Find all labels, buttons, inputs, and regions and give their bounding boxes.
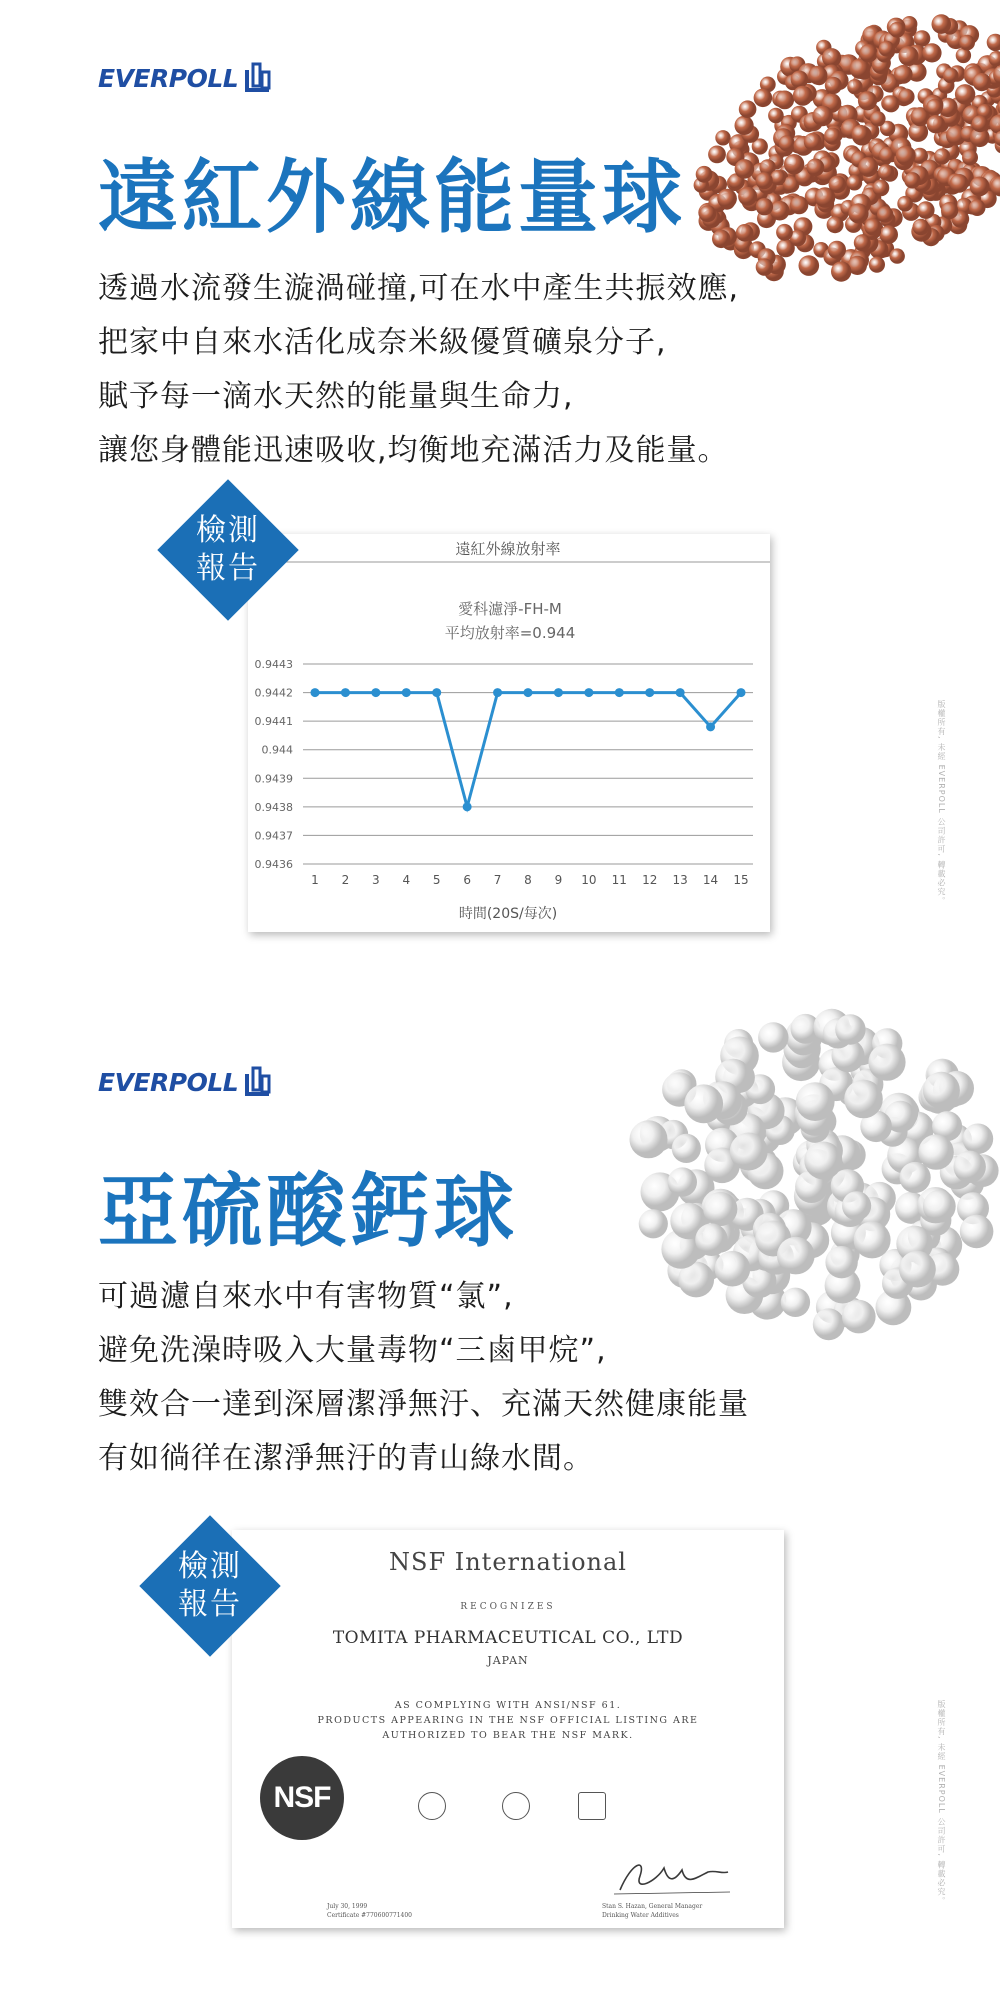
bead (770, 201, 790, 221)
bead (960, 1215, 994, 1249)
x-tick-label: 9 (554, 873, 563, 887)
bead (882, 95, 899, 112)
x-tick-label: 4 (402, 873, 411, 887)
copyright-note: 版權所有, 未經 EVERPOLL 公司許可, 轉載必究。 (937, 700, 946, 906)
bead (969, 199, 986, 216)
certificate-date-block (327, 1902, 412, 1920)
bead (735, 159, 755, 179)
bead (879, 41, 895, 57)
nsf-logo-text: NSF (273, 1781, 331, 1814)
bead (779, 135, 795, 151)
statement-line: AS COMPLYING WITH ANSI/NSF 61. (394, 1700, 622, 1711)
bead (784, 154, 804, 174)
badge-label: 檢測 (196, 513, 260, 548)
chart-header: 遠紅外線放射率 (455, 540, 561, 558)
bead (828, 241, 846, 259)
bead (831, 261, 851, 281)
certificate-country: JAPAN (487, 1654, 529, 1667)
certificate-number: Certificate #770600771400 (327, 1912, 412, 1919)
x-tick-label: 15 (733, 873, 749, 887)
certification-seal-icon (502, 1792, 530, 1820)
bead (987, 34, 1000, 51)
x-axis-label: 時間(20S/每次) (458, 906, 558, 922)
badge-label: 報告 (196, 551, 260, 586)
certificate-org: NSF International (389, 1548, 627, 1576)
x-tick-label: 2 (341, 873, 350, 887)
bead (873, 180, 890, 197)
bead (963, 1124, 994, 1155)
bead (854, 1221, 891, 1258)
y-tick-label: 0.9441 (254, 715, 293, 729)
bead (815, 187, 836, 208)
bead (848, 203, 868, 223)
test-report-badge (158, 480, 298, 620)
certification-seal-icon (418, 1792, 446, 1820)
product-description (98, 262, 739, 478)
bead (756, 172, 773, 189)
description-line: 避免洗澡時吸入大量毒物“三鹵甲烷”, (98, 1333, 607, 1368)
data-point (402, 688, 411, 697)
bead (852, 125, 870, 143)
faucet-icon (242, 62, 272, 94)
x-tick-label: 1 (311, 873, 319, 887)
bead (955, 84, 975, 104)
statement-line: AUTHORIZED TO BEAR THE NSF MARK. (382, 1730, 634, 1741)
data-point (371, 688, 380, 697)
bead (897, 196, 913, 212)
bead (900, 1162, 931, 1193)
bead (804, 1142, 842, 1180)
data-point (463, 802, 472, 811)
bead (696, 166, 713, 183)
bead (842, 1191, 871, 1220)
logo-wordmark: EVERPOLL (98, 1067, 239, 1097)
certificate-signer-block (602, 1902, 702, 1920)
x-tick-label: 14 (702, 873, 719, 887)
bead (932, 14, 952, 34)
bead (822, 48, 841, 67)
bead (775, 91, 794, 110)
badge-label: 報告 (178, 1587, 242, 1622)
bead (943, 68, 959, 84)
bead (793, 86, 813, 106)
bead (739, 100, 757, 118)
emissivity-line-chart (248, 534, 770, 932)
data-point (432, 688, 441, 697)
bead (804, 133, 822, 151)
y-tick-label: 0.9442 (254, 686, 293, 700)
data-point (311, 688, 320, 697)
bead (712, 230, 730, 248)
bead (941, 202, 958, 219)
product-description (98, 1270, 749, 1486)
signature-image (612, 1852, 732, 1898)
bead (922, 43, 941, 62)
everpoll-logo (98, 1066, 272, 1098)
bead (781, 1288, 810, 1317)
bead (972, 115, 989, 132)
bead (735, 116, 754, 135)
bead (923, 1072, 960, 1109)
bead (973, 73, 991, 91)
y-tick-label: 0.9437 (254, 829, 293, 843)
x-tick-label: 13 (672, 873, 688, 887)
data-point (676, 688, 685, 697)
y-tick-label: 0.9438 (254, 800, 293, 814)
copyright-note: 版權所有, 未經 EVERPOLL 公司許可, 轉載必究。 (937, 1700, 946, 1906)
test-report-badge (140, 1516, 280, 1656)
data-point (615, 688, 624, 697)
bead (913, 219, 930, 236)
description-line: 把家中自來水活化成奈米級優質礦泉分子, (98, 325, 667, 360)
bead (950, 174, 969, 193)
faucet-icon (242, 1066, 272, 1098)
bead (639, 1209, 668, 1238)
certificate-company: TOMITA PHARMACEUTICAL CO., LTD (332, 1628, 684, 1648)
bead (754, 89, 773, 108)
bead (854, 234, 871, 251)
bead (959, 35, 975, 51)
bead (868, 1044, 905, 1081)
bead (791, 71, 809, 89)
bead (736, 224, 754, 242)
data-point (493, 688, 502, 697)
x-tick-label: 5 (432, 873, 441, 887)
bead (768, 108, 784, 124)
statement-line: PRODUCTS APPEARING IN THE NSF OFFICIAL LISTING ARE (317, 1715, 699, 1726)
bead (827, 216, 844, 233)
section-title: 亞硫酸鈣球 (98, 1165, 518, 1258)
chart-title: 愛科濾淨-FH-M (458, 600, 562, 618)
bead (730, 1133, 768, 1171)
nsf-logo (260, 1756, 344, 1840)
bead (896, 146, 916, 166)
bead (715, 130, 730, 145)
bead (917, 201, 935, 219)
certificate-date: July 30, 1999 (327, 1903, 368, 1910)
bead (869, 257, 885, 273)
y-tick-label: 0.9439 (254, 772, 293, 786)
bead (918, 1134, 953, 1169)
bead (898, 89, 914, 105)
bead (926, 99, 943, 116)
bead (858, 91, 877, 110)
certification-seal-icon (578, 1792, 606, 1820)
bead (799, 255, 820, 276)
bead (630, 1120, 668, 1158)
bead (824, 128, 841, 145)
certificate-signer: Stan S. Hazan, General Manager (602, 1903, 703, 1910)
bead (899, 46, 919, 66)
bead (825, 77, 842, 94)
bead (777, 1237, 815, 1275)
bead (668, 1167, 697, 1196)
bead (894, 65, 913, 84)
bead (870, 111, 885, 126)
bead (770, 170, 786, 186)
certificate-signer-dept: Drinking Water Additives (602, 1912, 679, 1919)
description-line: 可過濾自來水中有害物質“氯”, (98, 1279, 514, 1314)
bead (847, 79, 862, 94)
bead (847, 175, 863, 191)
nsf-certificate (232, 1530, 784, 1928)
description-line: 賦予每一滴水天然的能量與生命力, (98, 379, 574, 414)
bead (879, 225, 898, 244)
description-line: 雙效合一達到深層潔淨無汙、充滿天然健康能量 (98, 1387, 749, 1422)
bead (962, 150, 978, 166)
bead (890, 248, 905, 263)
bead (684, 1084, 723, 1123)
everpoll-logo (98, 62, 272, 94)
bead (923, 1190, 956, 1223)
data-point (584, 688, 593, 697)
data-point (524, 688, 533, 697)
bead (699, 205, 716, 222)
data-point (737, 688, 746, 697)
bead (842, 1300, 876, 1334)
x-tick-label: 6 (463, 873, 471, 887)
page-title: 遠紅外線能量球 (98, 151, 686, 244)
bead (878, 164, 894, 180)
data-point (554, 688, 563, 697)
bead (708, 146, 726, 164)
certificate-recognizes: RECOGNIZES (460, 1602, 556, 1612)
bead (927, 115, 945, 133)
bead (812, 106, 833, 127)
bead (717, 189, 737, 209)
y-tick-label: 0.944 (261, 743, 293, 757)
bead (807, 159, 825, 177)
bead (738, 187, 757, 206)
bead (672, 1134, 701, 1163)
bead (859, 44, 877, 62)
bead (864, 218, 881, 235)
description-line: 透過水流發生漩渦碰撞,可在水中產生共振效應, (98, 271, 740, 306)
bead (877, 206, 893, 222)
bead (858, 157, 878, 177)
bead (835, 1014, 865, 1044)
bead (889, 22, 905, 38)
bead (808, 66, 827, 85)
badge-label: 檢測 (178, 1549, 242, 1584)
bead (790, 196, 808, 214)
x-tick-label: 11 (611, 873, 627, 887)
bead (796, 1082, 835, 1121)
description-line: 有如徜徉在潔淨無汙的青山綠水間。 (98, 1441, 594, 1476)
x-tick-label: 12 (642, 873, 658, 887)
x-tick-label: 8 (524, 873, 532, 887)
bead (756, 198, 773, 215)
x-tick-label: 10 (581, 873, 597, 887)
data-point (706, 722, 715, 731)
certificate-statement (232, 1698, 784, 1743)
bead (813, 1308, 845, 1340)
bead (844, 1080, 883, 1119)
x-tick-label: 7 (493, 873, 502, 887)
bead (904, 172, 920, 188)
chart-subtitle: 平均放射率=0.944 (444, 624, 576, 642)
logo-wordmark: EVERPOLL (98, 63, 239, 93)
emissivity-chart-card (248, 534, 770, 932)
bead (954, 1151, 986, 1183)
bead (970, 177, 990, 197)
data-point (645, 688, 654, 697)
x-tick-label: 3 (372, 873, 380, 887)
description-line: 讓您身體能迅速吸收,均衡地充滿活力及能量。 (98, 433, 729, 468)
data-point (341, 688, 350, 697)
bead (758, 1022, 788, 1052)
bead (934, 148, 950, 164)
y-tick-label: 0.9436 (254, 858, 293, 871)
bead (703, 1192, 737, 1226)
bead (695, 1223, 728, 1256)
bead (776, 224, 793, 241)
bead (756, 258, 773, 275)
bead (825, 1246, 857, 1278)
y-tick-label: 0.9443 (254, 658, 293, 671)
bead (899, 1251, 936, 1288)
